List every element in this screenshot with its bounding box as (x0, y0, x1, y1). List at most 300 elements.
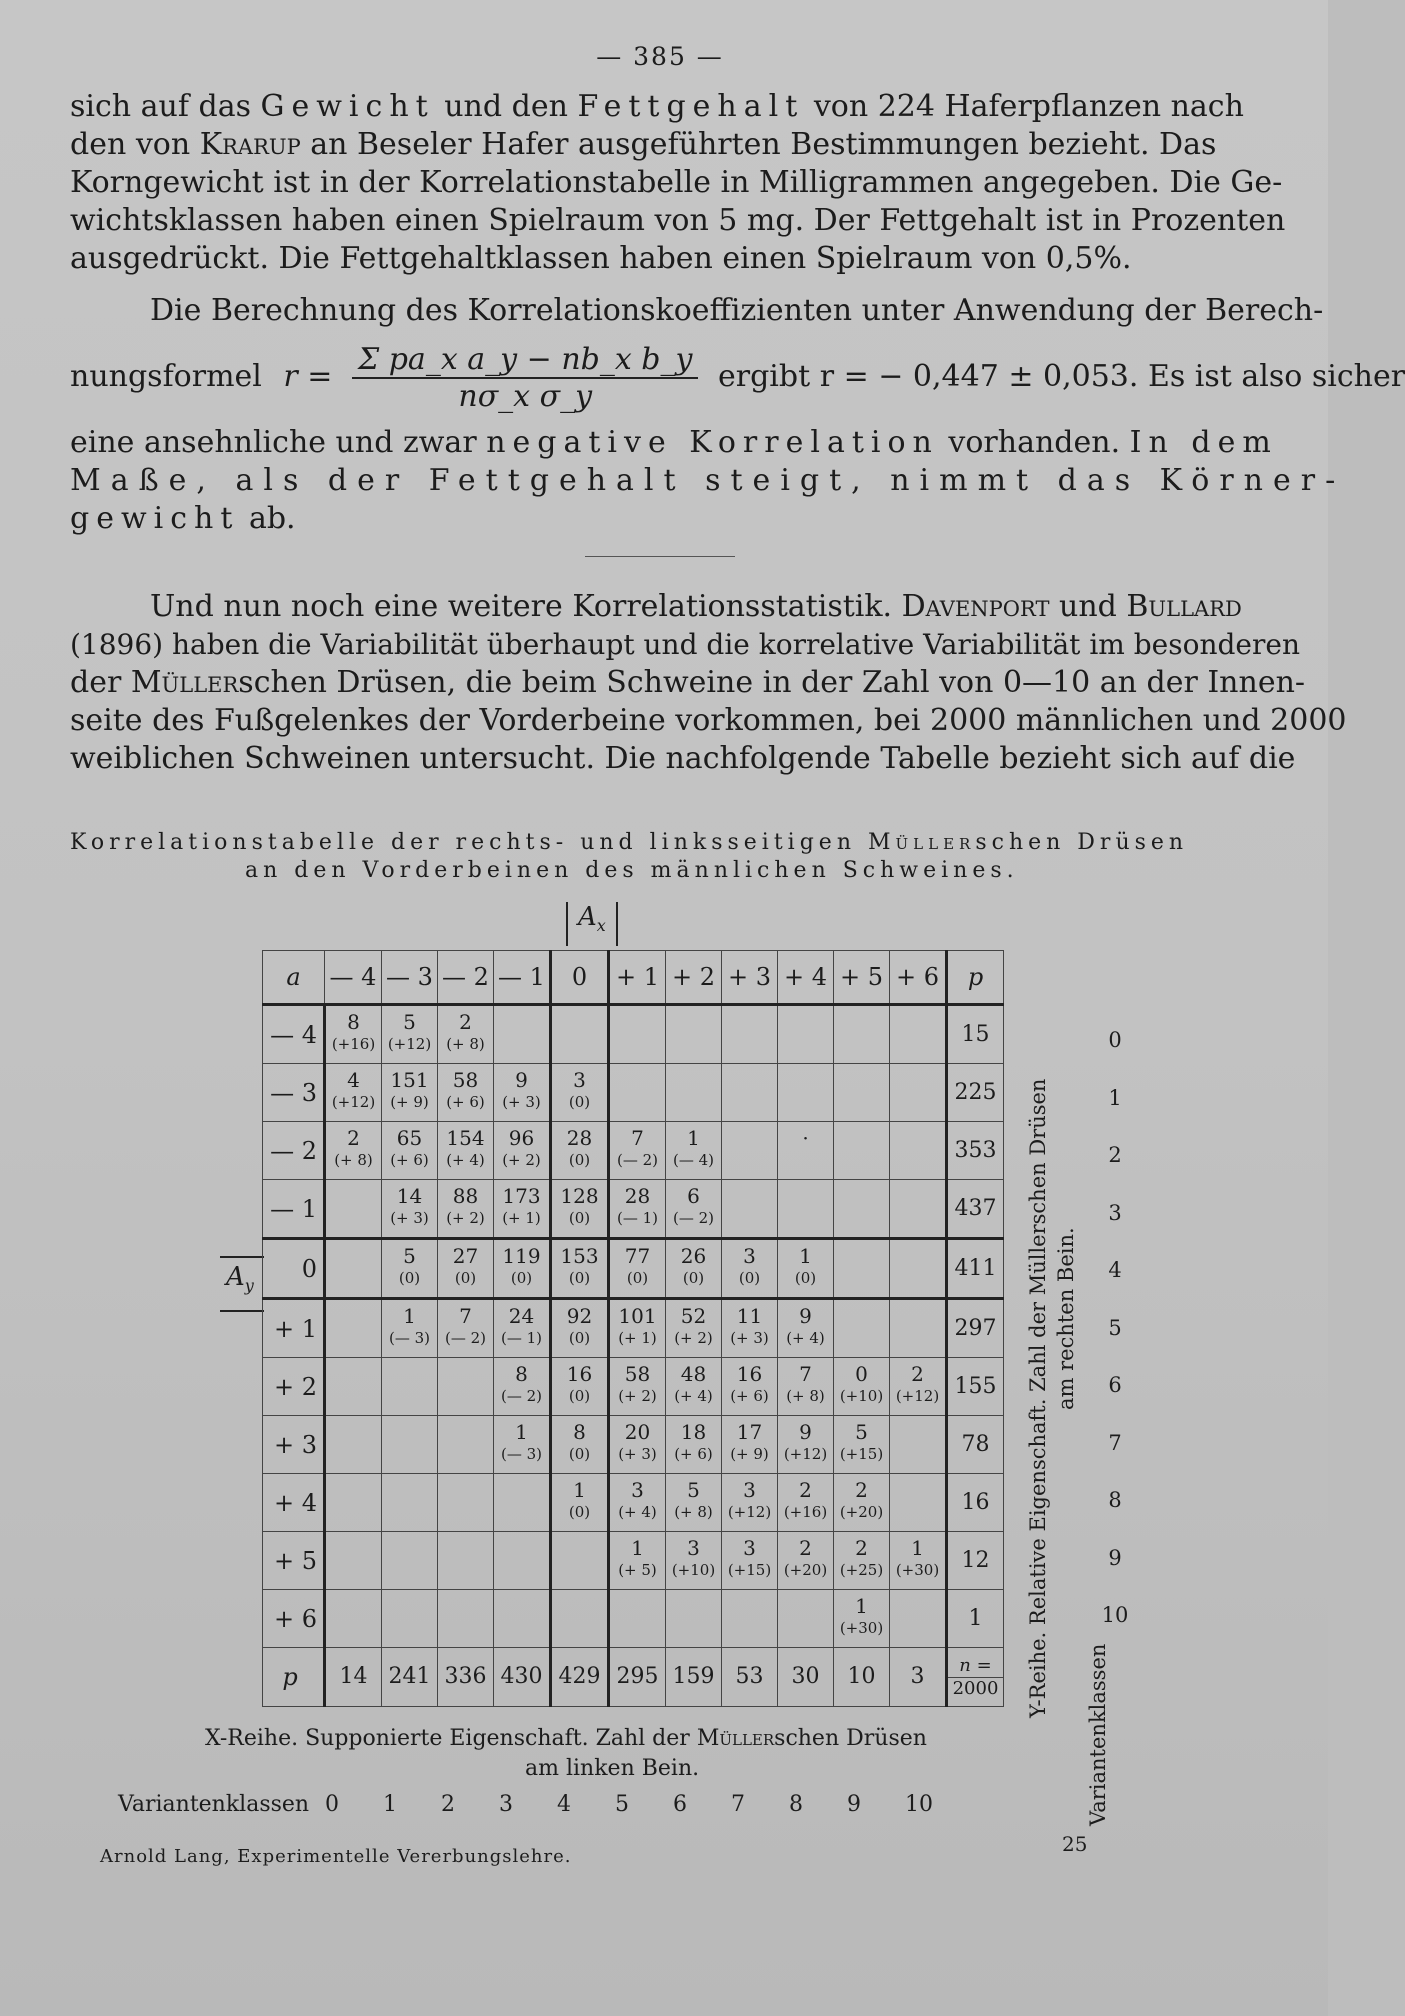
text-line (70, 664, 1347, 702)
table-cell (666, 1532, 722, 1590)
row-total: 12 (947, 1532, 1004, 1590)
table-cell (325, 1005, 382, 1064)
x-axis-caption (205, 1726, 927, 1751)
row-label: — 2 (263, 1122, 325, 1180)
table-cell (325, 1474, 382, 1532)
y-variant-value: 10 (1101, 1603, 1129, 1627)
signature-mark: 25 (1062, 1832, 1088, 1856)
cell-value: 1 (855, 1594, 868, 1618)
cell-value: 20 (624, 1420, 651, 1444)
cell-value: 101 (618, 1304, 657, 1328)
cell-deviation: (— 2) (444, 1329, 486, 1347)
row-total: 411 (947, 1239, 1004, 1299)
column-header: + 5 (834, 951, 890, 1005)
cell-value: 2 (855, 1536, 868, 1560)
cell-deviation: (+30) (895, 1561, 940, 1579)
cell-value: · (802, 1126, 809, 1150)
cell-deviation: (— 3) (500, 1445, 542, 1463)
table-cell (890, 1416, 947, 1474)
formula-lhs: r = (283, 359, 333, 394)
cell-value: 58 (624, 1362, 651, 1386)
row-label: + 2 (263, 1358, 325, 1416)
cell-value: 8 (347, 1010, 360, 1034)
column-total: 3 (890, 1648, 947, 1707)
cell-value: 6 (687, 1184, 700, 1208)
cell-value: 88 (452, 1184, 479, 1208)
x-variant-value: 8 (789, 1792, 803, 1817)
table-cell (325, 1299, 382, 1358)
table-cell (551, 1416, 609, 1474)
cell-deviation: (0) (568, 1329, 591, 1347)
cell-value: 2 (911, 1362, 924, 1386)
p-header: p (947, 951, 1004, 1005)
cell-deviation: (+12) (727, 1503, 772, 1521)
x-variant-value: 5 (615, 1792, 629, 1817)
cell-deviation: (— 1) (616, 1209, 658, 1227)
section-divider (585, 556, 735, 557)
y-axis-caption: Y-Reihe. Relative Eigenschaft. Zahl der Müllerschen Drüsen (1026, 1078, 1050, 1718)
cell-deviation: (+ 4) (446, 1151, 485, 1169)
footer-citation: Arnold Lang, Experimentelle Vererbungslehre. (100, 1846, 572, 1867)
table-cell (551, 1122, 609, 1180)
column-header: + 1 (609, 951, 666, 1005)
text-run: und den (434, 89, 578, 124)
x-variant-value: 1 (383, 1792, 397, 1817)
cell-value: 92 (566, 1304, 593, 1328)
text-line: wichtsklassen haben einen Spielraum von 5 mg. Der Fettgehalt ist in Prozenten (70, 203, 1286, 238)
table-cell (382, 1474, 438, 1532)
table-cell (666, 1358, 722, 1416)
cell-deviation: (0) (568, 1093, 591, 1111)
table-cell (890, 1064, 947, 1122)
cell-deviation: (— 1) (500, 1329, 542, 1347)
x-variant-value: 10 (905, 1792, 933, 1817)
formula-line (70, 342, 1405, 414)
column-total: 295 (609, 1648, 666, 1707)
table-cell (494, 1358, 551, 1416)
spaced-term: In dem (1129, 425, 1278, 460)
table-cell (609, 1416, 666, 1474)
cell-deviation: (0) (510, 1269, 533, 1287)
table-cell (551, 1474, 609, 1532)
table-cell (438, 1180, 494, 1239)
column-header: + 3 (722, 951, 778, 1005)
table-cell (382, 1590, 438, 1648)
cell-value: 2 (855, 1478, 868, 1502)
cell-deviation: (+ 8) (446, 1035, 485, 1053)
x-variant-label: Variantenklassen (118, 1792, 310, 1817)
table-cell (494, 1180, 551, 1239)
x-variant-value: 7 (731, 1792, 745, 1817)
author-name: Davenport (901, 589, 1050, 624)
text-run: vorhanden. (938, 425, 1130, 460)
cell-value: 77 (624, 1244, 651, 1268)
cell-deviation: (+12) (331, 1093, 376, 1111)
cell-deviation: (+ 4) (674, 1387, 713, 1405)
row-total: 16 (947, 1474, 1004, 1532)
cell-deviation: (+15) (727, 1561, 772, 1579)
cell-value: 8 (573, 1420, 586, 1444)
table-cell (609, 1299, 666, 1358)
ay-letter: A (226, 1262, 245, 1292)
table-cell (722, 1122, 778, 1180)
table-row (263, 1590, 1004, 1648)
cell-value: 58 (452, 1068, 479, 1092)
column-header: 0 (551, 951, 609, 1005)
text-run: sich auf das (70, 89, 261, 124)
y-variant-value: 5 (1108, 1315, 1122, 1340)
cell-value: 3 (573, 1068, 586, 1092)
cell-deviation: (+ 4) (618, 1503, 657, 1521)
row-label: + 5 (263, 1532, 325, 1590)
table-cell (609, 1005, 666, 1064)
table-cell (609, 1122, 666, 1180)
table-cell (551, 1299, 609, 1358)
x-variant-value: 0 (325, 1792, 339, 1817)
column-total: 10 (834, 1648, 890, 1707)
column-total: 336 (438, 1648, 494, 1707)
spaced-line: Maße, als der Fettgehalt steigt, nimmt das Körner- (70, 463, 1346, 498)
y-variant-value: 3 (1108, 1200, 1122, 1225)
cell-deviation: (0) (568, 1503, 591, 1521)
cell-value: 3 (687, 1536, 700, 1560)
table-cell (325, 1239, 382, 1299)
y-variant-value: 1 (1108, 1085, 1122, 1110)
table-row (263, 1180, 1004, 1239)
text-line: weiblichen Schweinen untersucht. Die nachfolgende Tabelle bezieht sich auf die (70, 741, 1296, 776)
table-caption-line-2: an den Vorderbeinen des männlichen Schweines. (245, 858, 1019, 883)
table-cell (890, 1239, 947, 1299)
cell-value: 2 (459, 1010, 472, 1034)
x-variant-value: 4 (557, 1792, 571, 1817)
cell-deviation: (+ 3) (502, 1093, 541, 1111)
y-variant-value: 7 (1108, 1430, 1122, 1455)
table-cell (890, 1005, 947, 1064)
column-total: 53 (722, 1648, 778, 1707)
y-variant-value: 2 (1108, 1143, 1122, 1167)
cell-value: 7 (631, 1126, 644, 1150)
cell-value: 7 (459, 1304, 472, 1328)
table-cell (722, 1239, 778, 1299)
table-cell (666, 1122, 722, 1180)
text-line (70, 88, 1285, 126)
table-cell (382, 1416, 438, 1474)
text-line: (1896) haben die Variabilität überhaupt und die korrelative Variabilität im besonderen (70, 628, 1300, 661)
table-cell (438, 1416, 494, 1474)
table-cell (494, 1239, 551, 1299)
cell-value: 154 (446, 1126, 485, 1150)
n-value: 2000 (948, 1677, 1003, 1700)
cell-value: 18 (680, 1420, 707, 1444)
cell-deviation: (+30) (839, 1619, 884, 1637)
author-name: Müller (696, 1726, 775, 1751)
row-total: 437 (947, 1180, 1004, 1239)
column-total: 430 (494, 1648, 551, 1707)
correlation-table-body (263, 951, 1004, 1707)
spaced-term: gewicht (70, 501, 240, 536)
table-row (263, 1358, 1004, 1416)
formula-fraction (352, 342, 698, 414)
column-header: + 6 (890, 951, 947, 1005)
row-total: 297 (947, 1299, 1004, 1358)
x-variant-value: 2 (441, 1792, 455, 1817)
table-cell (438, 1299, 494, 1358)
row-label: + 3 (263, 1416, 325, 1474)
table-cell (609, 1180, 666, 1239)
column-header: — 2 (438, 951, 494, 1005)
table-cell (666, 1416, 722, 1474)
table-cell (666, 1239, 722, 1299)
cell-deviation: (+ 3) (390, 1209, 429, 1227)
table-cell (722, 1180, 778, 1239)
cell-value: 9 (515, 1068, 528, 1092)
table-cell (834, 1122, 890, 1180)
cell-value: 1 (799, 1244, 812, 1268)
cell-deviation: (+ 6) (674, 1445, 713, 1463)
cell-deviation: (+20) (839, 1503, 884, 1521)
table-cell (609, 1239, 666, 1299)
table-cell (722, 1416, 778, 1474)
cell-deviation: (+20) (783, 1561, 828, 1579)
paragraph-2-first-line (150, 292, 1323, 330)
text-run: eine ansehnliche und zwar (70, 425, 487, 460)
cell-value: 5 (403, 1010, 416, 1034)
table-cell (551, 1358, 609, 1416)
cell-deviation: (+ 9) (730, 1445, 769, 1463)
table-cell (438, 1239, 494, 1299)
column-header: — 1 (494, 951, 551, 1005)
table-cell (609, 1474, 666, 1532)
text-run: ab. (239, 501, 296, 536)
table-cell (609, 1590, 666, 1648)
table-cell (551, 1532, 609, 1590)
x-variant-value: 3 (499, 1792, 513, 1817)
table-cell (494, 1299, 551, 1358)
cell-value: 1 (515, 1420, 528, 1444)
cell-deviation: (+10) (839, 1387, 884, 1405)
table-cell (834, 1239, 890, 1299)
text-line (70, 126, 1285, 164)
n-label: n = (959, 1654, 992, 1676)
cell-deviation: (0) (454, 1269, 477, 1287)
paragraph-3 (70, 588, 1347, 778)
row-label: — 3 (263, 1064, 325, 1122)
table-row (263, 1064, 1004, 1122)
table-cell (325, 1358, 382, 1416)
table-cell (382, 1122, 438, 1180)
table-cell (551, 1064, 609, 1122)
text-line (70, 500, 1345, 538)
table-row (263, 1122, 1004, 1180)
table-cell (666, 1064, 722, 1122)
table-cell (778, 1416, 834, 1474)
paragraph-2-rest (70, 424, 1345, 538)
cell-value: 5 (687, 1478, 700, 1502)
cell-deviation: (+15) (839, 1445, 884, 1463)
formula-denominator: nσ_x σ_y (458, 379, 593, 414)
y-variant-value: 9 (1108, 1545, 1122, 1570)
table-cell (382, 1180, 438, 1239)
cell-deviation: (+ 3) (618, 1445, 657, 1463)
table-cell (325, 1416, 382, 1474)
author-name: Krarup (199, 127, 301, 162)
cell-deviation: (+16) (783, 1503, 828, 1521)
cell-deviation: (0) (568, 1151, 591, 1169)
paragraph-1 (70, 88, 1285, 278)
cell-value: 1 (631, 1536, 644, 1560)
formula-numerator: Σ pa_x a_y − nb_x b_y (352, 342, 698, 379)
cell-deviation: (+12) (387, 1035, 432, 1053)
caption-text: schen Drüsen (975, 830, 1189, 855)
text-run: der (70, 665, 131, 700)
table-cell (325, 1532, 382, 1590)
cell-value: 7 (799, 1362, 812, 1386)
table-cell (609, 1532, 666, 1590)
formula-result: ergibt r = − 0,447 ± 0,053. Es ist also sicher (718, 359, 1405, 394)
x-variant-value: 6 (673, 1792, 687, 1817)
x-axis-caption-line-2: am linken Bein. (525, 1756, 700, 1781)
column-header: — 3 (382, 951, 438, 1005)
cell-deviation: (+ 1) (502, 1209, 541, 1227)
table-cell (834, 1358, 890, 1416)
table-cell (722, 1064, 778, 1122)
text-line: Die Berechnung des Korrelationskoeffizienten unter Anwendung der Berech- (150, 293, 1324, 328)
table-cell (778, 1064, 834, 1122)
table-cell (438, 1005, 494, 1064)
cell-deviation: (+ 2) (618, 1387, 657, 1405)
cell-value: 119 (502, 1244, 541, 1268)
table-cell (778, 1590, 834, 1648)
table-cell (666, 1590, 722, 1648)
cell-value: 16 (736, 1362, 763, 1386)
column-total: 30 (778, 1648, 834, 1707)
table-cell (778, 1005, 834, 1064)
table-cell (890, 1358, 947, 1416)
table-cell (609, 1358, 666, 1416)
table-cell (382, 1064, 438, 1122)
cell-value: 3 (631, 1478, 644, 1502)
cell-value: 9 (799, 1420, 812, 1444)
y-variant-values (1100, 1028, 1130, 1648)
table-cell (834, 1590, 890, 1648)
cell-value: 9 (799, 1304, 812, 1328)
y-axis-caption-line-2: am rechten Bein. (1054, 1227, 1078, 1410)
cell-deviation: (+10) (671, 1561, 716, 1579)
row-label: + 4 (263, 1474, 325, 1532)
table-cell (551, 1590, 609, 1648)
text-run: und (1049, 589, 1127, 624)
cell-deviation: (+ 6) (446, 1093, 485, 1111)
cell-value: 1 (403, 1304, 416, 1328)
table-caption-line-1 (70, 830, 1188, 855)
cell-deviation: (0) (568, 1209, 591, 1227)
cell-deviation: (0) (568, 1387, 591, 1405)
cell-value: 2 (799, 1536, 812, 1560)
table-cell (722, 1005, 778, 1064)
text-line (70, 424, 1345, 462)
cell-deviation: (+ 8) (786, 1387, 825, 1405)
table-cell (382, 1358, 438, 1416)
cell-value: 28 (624, 1184, 651, 1208)
table-cell (438, 1474, 494, 1532)
text-run: Und nun noch eine weitere Korrelationsstatistik. (150, 589, 902, 624)
cell-value: 65 (396, 1126, 423, 1150)
cell-deviation: (+ 6) (730, 1387, 769, 1405)
table-row (263, 1239, 1004, 1299)
cell-deviation: (+ 5) (618, 1561, 657, 1579)
cell-value: 16 (566, 1362, 593, 1386)
cell-deviation: (— 2) (500, 1387, 542, 1405)
table-cell (382, 1299, 438, 1358)
table-cell (778, 1239, 834, 1299)
cell-value: 28 (566, 1126, 593, 1150)
table-cell (778, 1532, 834, 1590)
cell-value: 3 (743, 1536, 756, 1560)
cell-deviation: (0) (568, 1445, 591, 1463)
column-header: + 2 (666, 951, 722, 1005)
x-variant-values (325, 1792, 965, 1822)
y-variant-value: 6 (1108, 1373, 1122, 1397)
column-total: 159 (666, 1648, 722, 1707)
cell-value: 26 (680, 1244, 707, 1268)
table-cell (382, 1005, 438, 1064)
column-total: 241 (382, 1648, 438, 1707)
table-cell (666, 1474, 722, 1532)
ax-label (566, 902, 618, 946)
y-variant-label: Variantenklassen (1086, 1643, 1110, 1826)
corner-cell: a (263, 951, 325, 1005)
cell-deviation: (+ 3) (730, 1329, 769, 1347)
y-variant-value: 8 (1108, 1488, 1122, 1512)
row-total: 15 (947, 1005, 1004, 1064)
ax-letter: A (578, 902, 597, 932)
cell-value: 0 (855, 1362, 868, 1386)
column-header: — 4 (325, 951, 382, 1005)
table-cell (890, 1590, 947, 1648)
table-cell (834, 1180, 890, 1239)
caption-text: Korrelationstabelle der rechts- und linksseitigen (70, 830, 868, 855)
table-header-row (263, 951, 1004, 1005)
table-cell (494, 1590, 551, 1648)
table-cell (834, 1416, 890, 1474)
author-name: Bullard (1126, 589, 1242, 624)
table-cell (494, 1005, 551, 1064)
cell-value: 128 (560, 1184, 599, 1208)
cell-value: 3 (743, 1244, 756, 1268)
table-row (263, 1532, 1004, 1590)
table-row (263, 1474, 1004, 1532)
cell-deviation: (0) (626, 1269, 649, 1287)
cell-deviation: (0) (568, 1269, 591, 1287)
row-total: 78 (947, 1416, 1004, 1474)
text-run: von 224 Haferpflanzen nach (804, 89, 1244, 124)
ay-subscript: y (244, 1276, 254, 1296)
table-cell (890, 1532, 947, 1590)
text-line: Korngewicht ist in der Korrelationstabelle in Milligrammen angegeben. Die Ge- (70, 165, 1283, 200)
cell-value: 27 (452, 1244, 479, 1268)
cell-deviation: (0) (738, 1269, 761, 1287)
page-number: — 385 — (596, 42, 724, 71)
cell-value: 151 (390, 1068, 429, 1092)
cell-value: 4 (347, 1068, 360, 1092)
author-name: Müller (867, 830, 976, 855)
cell-value: 14 (396, 1184, 423, 1208)
text-line: seite des Fußgelenkes der Vorderbeine vorkommen, bei 2000 männlichen und 2000 (70, 703, 1347, 738)
cell-value: 24 (508, 1304, 535, 1328)
table-cell (438, 1590, 494, 1648)
x-variant-value: 9 (847, 1792, 861, 1817)
table-cell (778, 1474, 834, 1532)
